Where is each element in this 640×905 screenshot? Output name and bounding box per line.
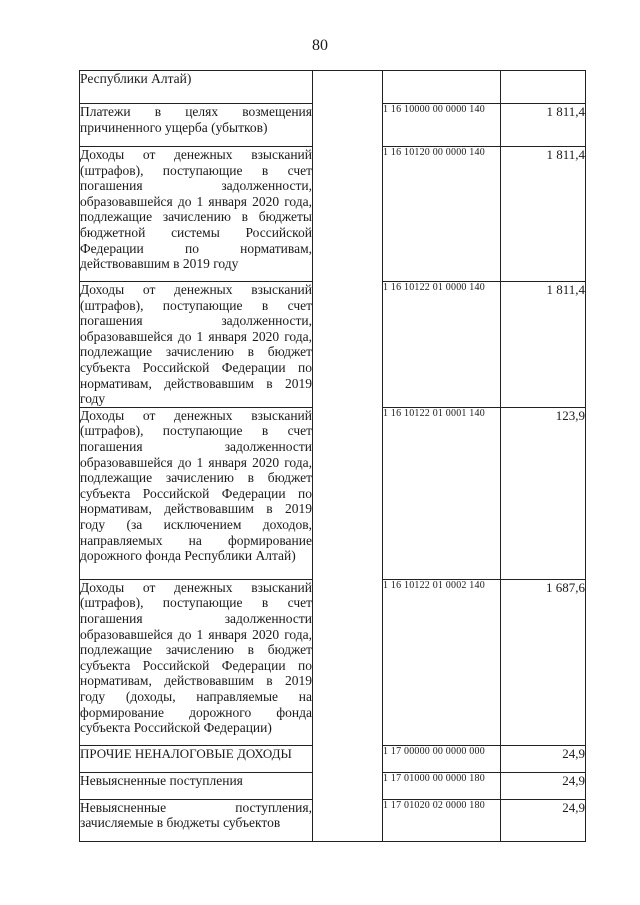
row-description: Республики Алтай) — [80, 71, 313, 104]
row-code — [383, 71, 501, 104]
row-amount: 1 811,4 — [501, 147, 586, 282]
row-description: Невыясненные поступления — [80, 772, 313, 799]
row-amount: 24,9 — [501, 799, 586, 841]
row-amount: 1 811,4 — [501, 282, 586, 408]
row-code: 1 16 10122 01 0000 140 — [383, 282, 501, 408]
row-code: 1 16 10000 00 0000 140 — [383, 104, 501, 147]
row-description: Доходы от денежных взысканий (штрафов), поступающие в счет погашения задолженности, образовавшейся до 1 января 2020 года, подлежащие зачислению в бюджеты бюджетной системы Российской Федерации по нормативам, действовавшим в 2019 году — [80, 147, 313, 282]
row-amount: 1 687,6 — [501, 579, 586, 745]
row-amount — [501, 71, 586, 104]
revenue-table — [79, 70, 586, 842]
row-description: Доходы от денежных взысканий (штрафов), поступающие в счет погашения задолженности, образовавшейся до 1 января 2020 года, подлежащие зачислению в бюджет субъекта Российской Федерации по нормативам, действовавшим в 2019 году — [80, 282, 312, 407]
row-description: Платежи в целях возмещения причиненного ущерба (убытков) — [80, 104, 313, 147]
row-description: Доходы от денежных взысканий (штрафов), поступающие в счет погашения задолженности образовавшейся до 1 января 2020 года, подлежащие зачислению в бюджет субъекта Российской Федерации по нормативам, действовавшим в 2019 году (за исключением доходов, направляемых на формирование дорожного фонда Республики Алтай) — [80, 407, 313, 579]
table-row — [80, 71, 586, 104]
row-code: 1 16 10122 01 0001 140 — [383, 407, 501, 579]
row-code: 1 16 10120 00 0000 140 — [383, 147, 501, 282]
row-description: Невыясненные поступления, зачисляемые в бюджеты субъектов — [80, 799, 313, 841]
row-amount: 24,9 — [501, 772, 586, 799]
page-number: 80 — [312, 37, 328, 54]
empty-column — [313, 71, 383, 842]
row-description: Доходы от денежных взысканий (штрафов), поступающие в счет погашения задолженности образовавшейся до 1 января 2020 года, подлежащие зачислению в бюджет субъекта Российской Федерации по нормативам, действовавшим в 2019 году (доходы, направляемые на формирование дорожного фонда субъекта Российской Федерации) — [80, 579, 313, 745]
row-description: ПРОЧИЕ НЕНАЛОГОВЫЕ ДОХОДЫ — [80, 745, 313, 772]
row-amount: 1 811,4 — [501, 104, 586, 147]
row-code: 1 17 01020 02 0000 180 — [383, 799, 501, 841]
row-code: 1 17 00000 00 0000 000 — [383, 745, 501, 772]
row-amount: 123,9 — [501, 407, 586, 579]
row-code: 1 17 01000 00 0000 180 — [383, 772, 501, 799]
row-code: 1 16 10122 01 0002 140 — [383, 579, 501, 745]
row-amount: 24,9 — [501, 745, 586, 772]
